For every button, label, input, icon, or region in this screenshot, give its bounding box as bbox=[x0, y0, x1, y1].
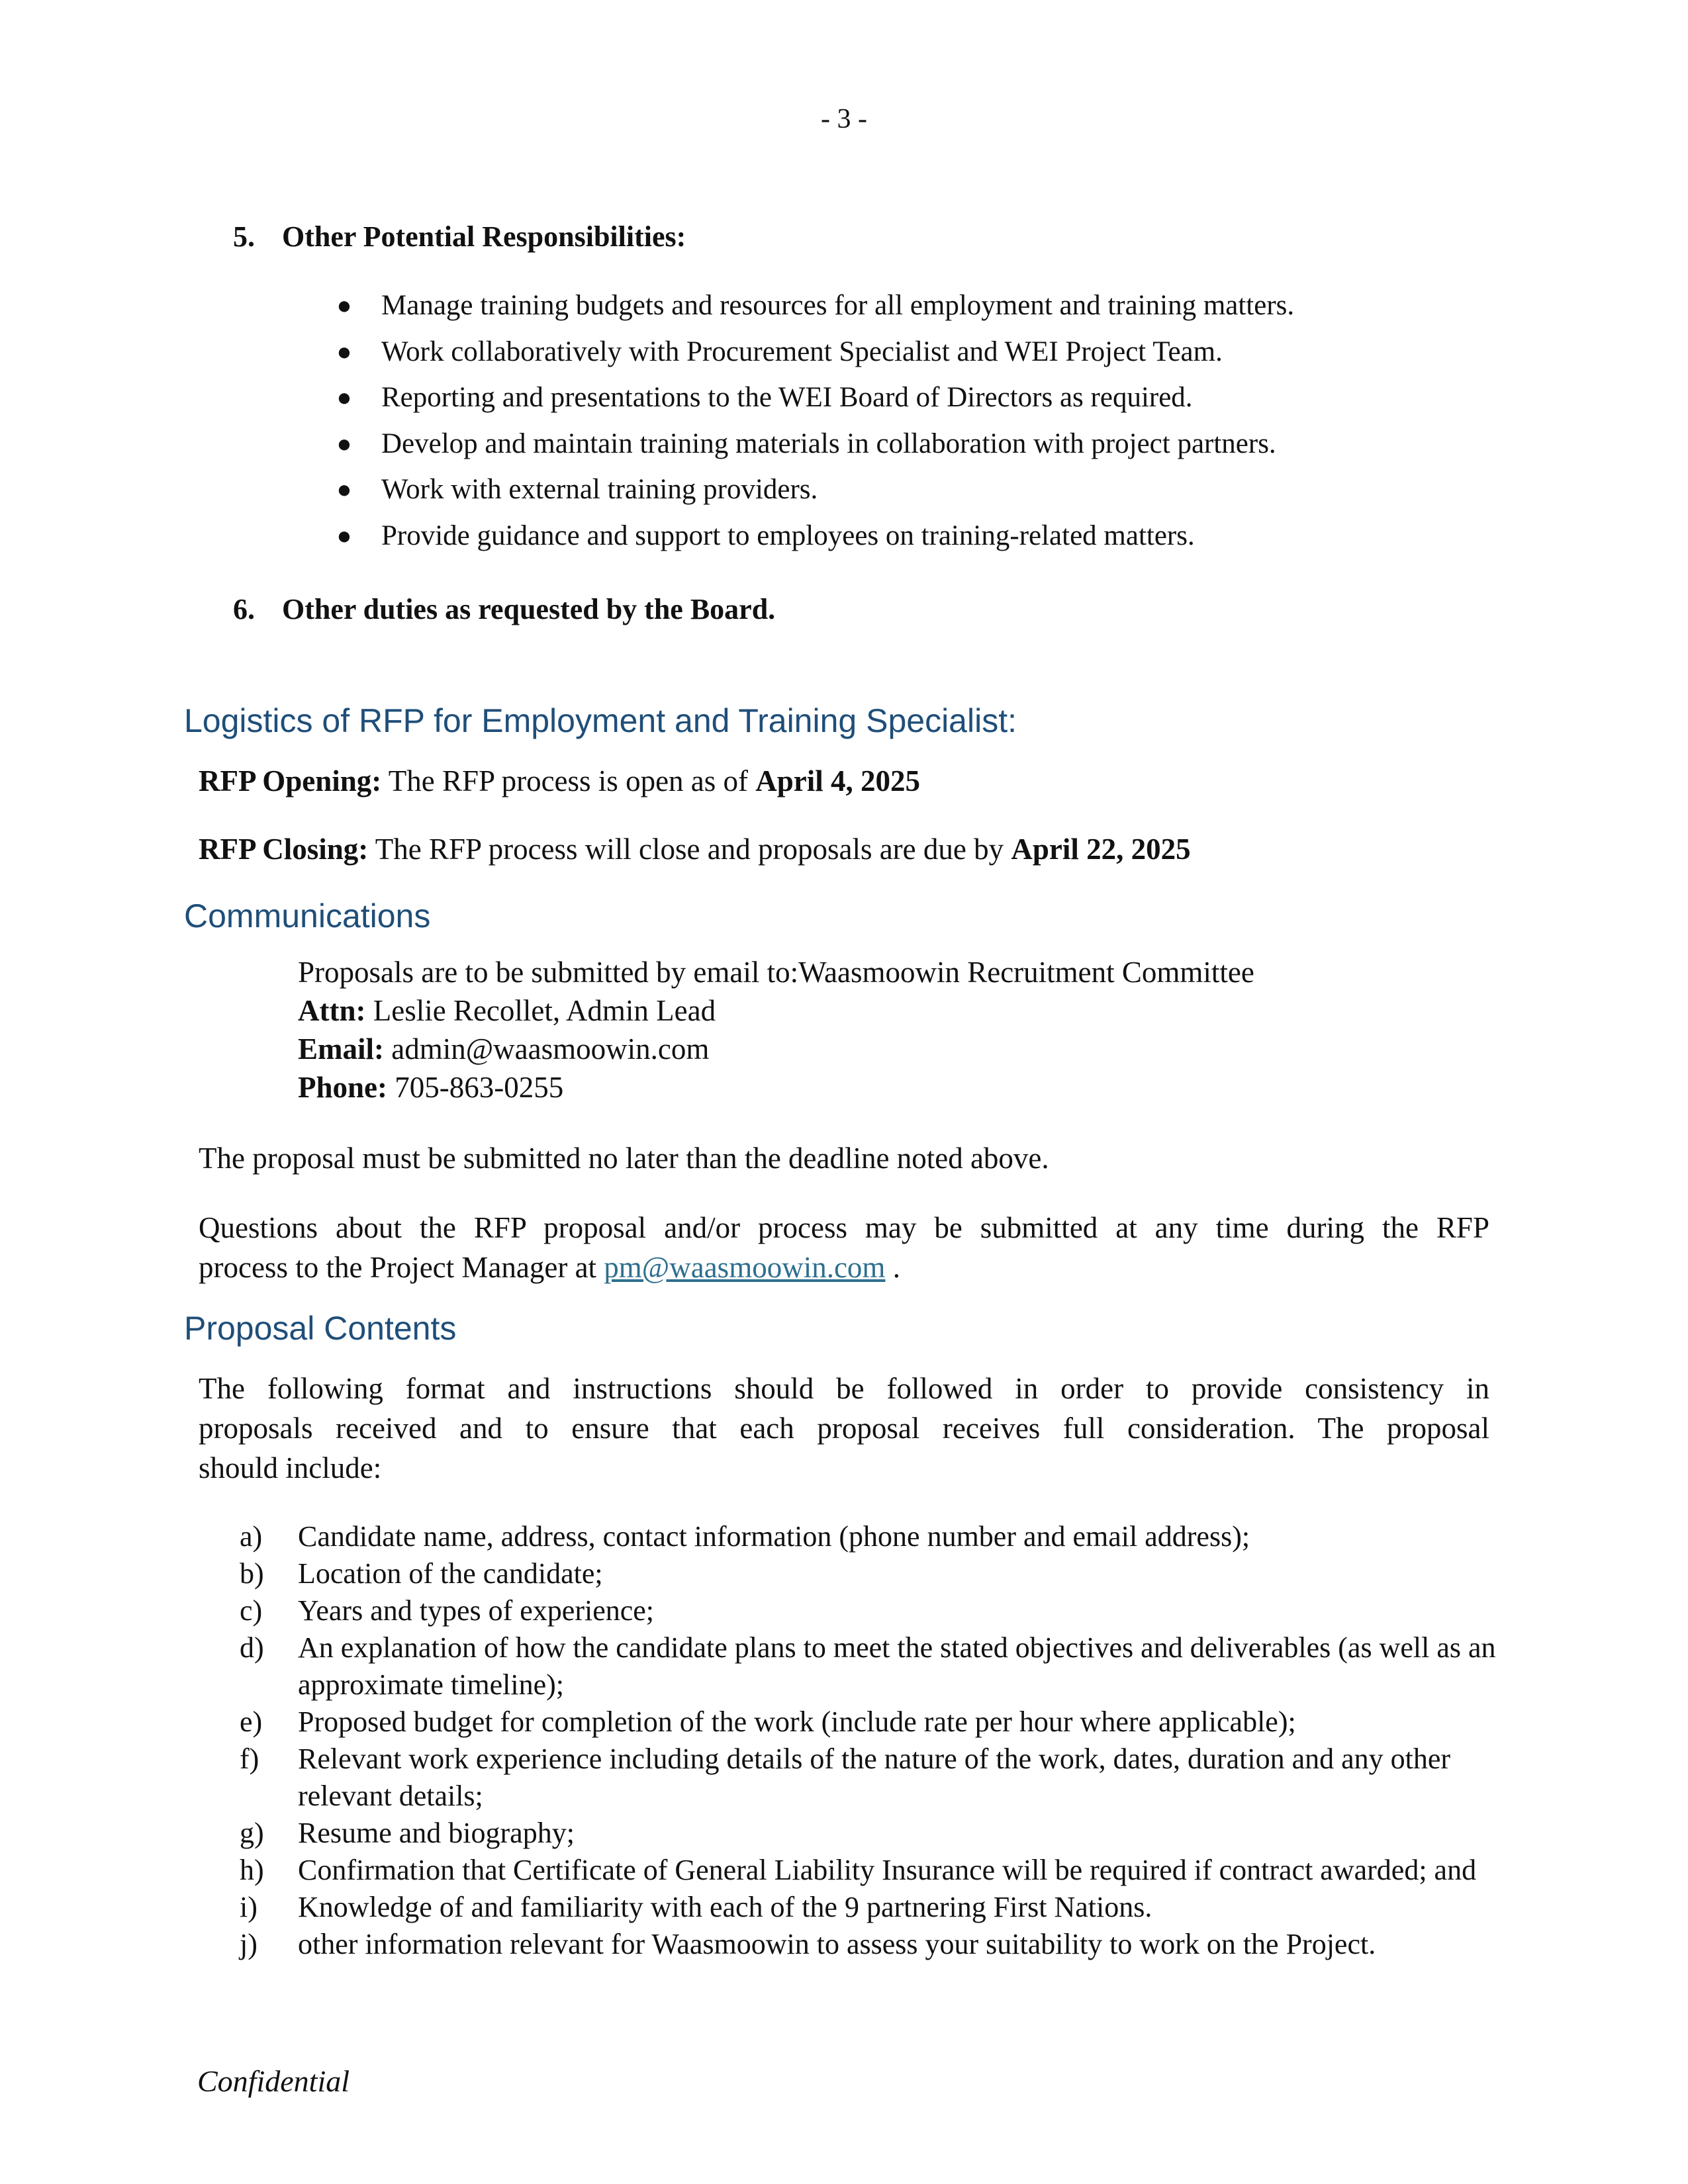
rfp-opening-label: RFP Opening: bbox=[199, 764, 382, 797]
section-6-number: 6. bbox=[233, 593, 255, 625]
list-item: j) other information relevant for Waasmoowin to assess your suitability to work on the Project. bbox=[240, 1928, 1376, 1960]
bullet-icon: ● bbox=[336, 292, 352, 320]
logistics-heading: Logistics of RFP for Employment and Training Specialist: bbox=[184, 702, 1017, 739]
section-5-title bbox=[233, 220, 686, 253]
contact-block bbox=[298, 953, 1254, 1107]
proposal-contents-heading: Proposal Contents bbox=[184, 1310, 457, 1347]
page-number: - 3 - bbox=[821, 104, 867, 134]
section-5-title-text: Other Potential Responsibilities: bbox=[282, 220, 686, 253]
proposal-requirements-list bbox=[240, 1518, 1497, 1963]
list-item: ● Manage training budgets and resources for all employment and training matters. bbox=[331, 286, 1523, 332]
list-item: g) Resume and biography; bbox=[240, 1817, 575, 1849]
bullet-icon: ● bbox=[336, 522, 352, 550]
confidential-footer: Confidential bbox=[197, 2064, 350, 2098]
list-item: ● Work collaboratively with Procurement Specialist and WEI Project Team. bbox=[331, 332, 1523, 379]
rfp-closing: RFP Closing: The RFP process will close and proposals are due by April 22, 2025 bbox=[199, 833, 1191, 866]
list-item: i) Knowledge of and familiarity with each of the 9 partnering First Nations. bbox=[240, 1891, 1152, 1923]
bullet-icon: ● bbox=[336, 476, 352, 504]
attn-line: Attn: Leslie Recollet, Admin Lead bbox=[298, 994, 716, 1027]
submission-line: Proposals are to be submitted by email to:Waasmoowin Recruitment Committee bbox=[298, 956, 1254, 989]
list-item: ● Develop and maintain training materials in collaboration with project partners. bbox=[331, 424, 1523, 471]
rfp-closing-date: April 22, 2025 bbox=[1011, 833, 1191, 866]
section-5-number: 5. bbox=[233, 220, 255, 253]
questions-paragraph: Questions about the RFP proposal and/or process may be submitted at any time during the RFP process to the Project Manager at pm@waasmoowin.com . bbox=[199, 1211, 1489, 1284]
rfp-opening: RFP Opening: The RFP process is open as of April 4, 2025 bbox=[199, 764, 921, 797]
section-6-title-text: Other duties as requested by the Board. bbox=[282, 593, 776, 625]
list-item: ● Reporting and presentations to the WEI Board of Directors as required. bbox=[331, 378, 1523, 424]
deadline-note: The proposal must be submitted no later than the deadline noted above. bbox=[199, 1142, 1049, 1175]
list-item: c) Years and types of experience; bbox=[240, 1594, 655, 1627]
list-item: ● Work with external training providers. bbox=[331, 470, 1523, 516]
list-item: f) Relevant work experience including details of the nature of the work, dates, duration and any other relevant details; bbox=[240, 1743, 1451, 1812]
bullet-icon: ● bbox=[336, 430, 352, 458]
proposal-intro: The following format and instructions should be followed in order to provide consistency in proposals received and to ensure that each proposal receives full consideration. The proposal should include: bbox=[199, 1372, 1489, 1484]
list-item: ● Provide guidance and support to employees on training-related matters. bbox=[331, 516, 1523, 563]
rfp-closing-label: RFP Closing: bbox=[199, 833, 369, 866]
list-item: d) An explanation of how the candidate plans to meet the stated objectives and deliverables (as well as an approximate timeline); bbox=[240, 1631, 1496, 1701]
list-item: e) Proposed budget for completion of the work (include rate per hour where applicable); bbox=[240, 1706, 1296, 1738]
list-item: a) Candidate name, address, contact information (phone number and email address); bbox=[240, 1520, 1250, 1553]
email-line: Email: admin@waasmoowin.com bbox=[298, 1032, 710, 1066]
rfp-opening-date: April 4, 2025 bbox=[755, 764, 921, 797]
bullet-icon: ● bbox=[336, 338, 352, 366]
phone-line: Phone: 705-863-0255 bbox=[298, 1071, 564, 1104]
project-manager-email-link[interactable]: pm@waasmoowin.com bbox=[604, 1251, 886, 1284]
communications-heading: Communications bbox=[184, 897, 431, 934]
list-item: b) Location of the candidate; bbox=[240, 1557, 603, 1590]
section-6-title bbox=[233, 592, 775, 626]
bullet-icon: ● bbox=[336, 384, 352, 412]
list-item: h) Confirmation that Certificate of General Liability Insurance will be required if contract awarded; and bbox=[240, 1854, 1477, 1886]
responsibilities-list bbox=[331, 286, 1523, 562]
